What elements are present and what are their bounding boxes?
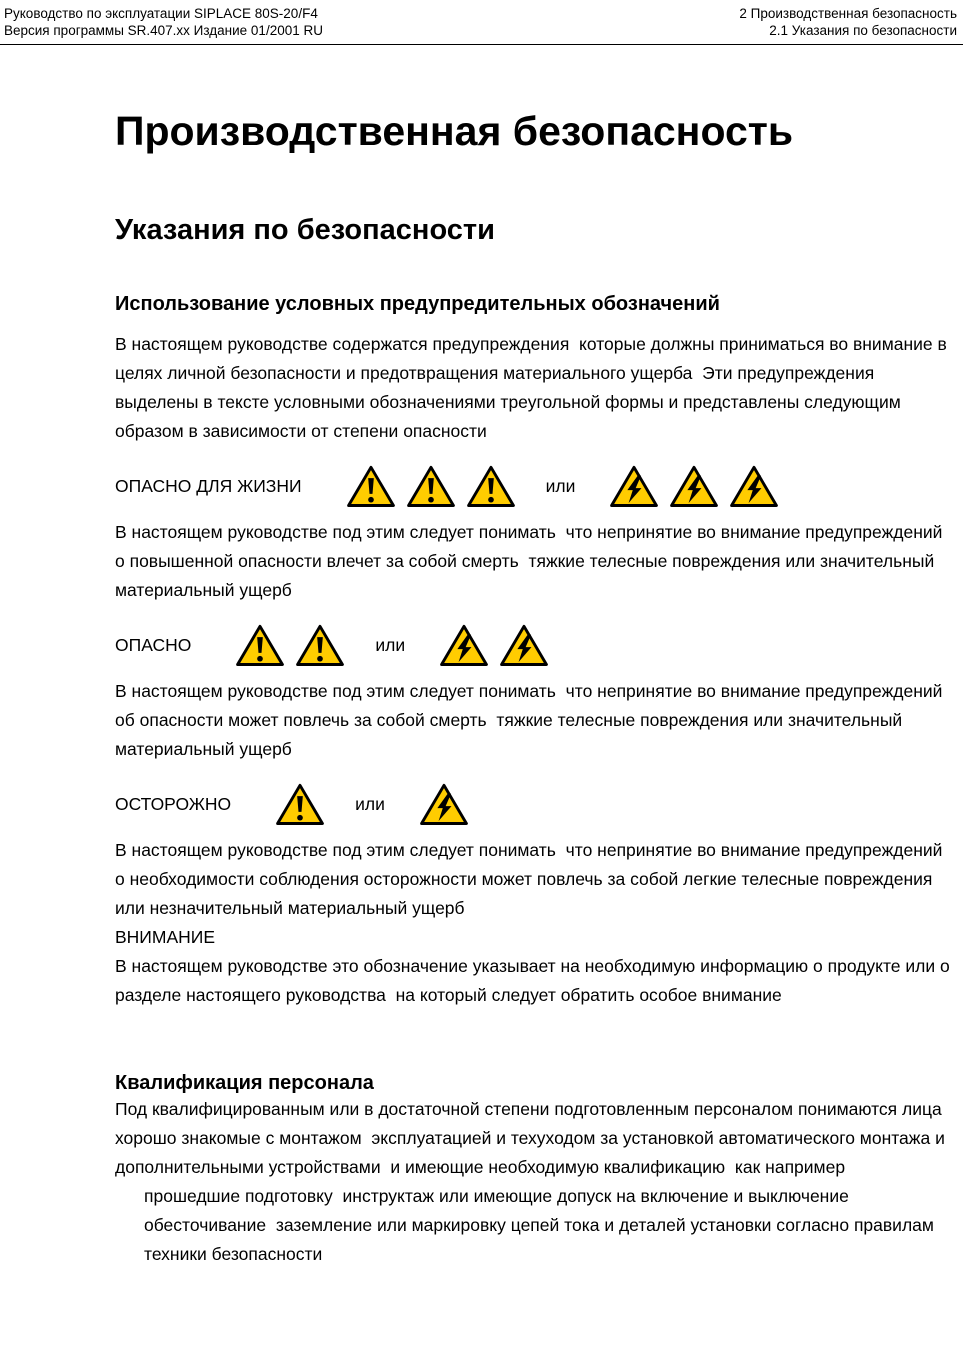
header-left (4, 5, 323, 39)
signal-label: ОПАСНО ДЛЯ ЖИЗНИ (115, 475, 302, 496)
qualification-heading: Квалификация персонала (115, 1072, 374, 1095)
header-divider (0, 44, 963, 45)
page-title: Производственная безопасность (115, 108, 794, 154)
danger-signal-row (115, 462, 951, 510)
warning-triangle-lightning-icon (609, 464, 659, 508)
header-right (739, 5, 957, 39)
or-label: или (545, 475, 576, 496)
warning-triangle-lightning-icon (419, 782, 469, 826)
signal-description: В настоящем руководстве под этим следует понимать что непринятие во внимание предупреждений о повышенной опасности влечет за собой смерть тяжкие телесные повреждения или значительный материальный ущерб (115, 522, 948, 601)
signal-description: В настоящем руководстве под этим следует понимать что непринятие во внимание предупреждений об опасности может повлечь за собой смерть тяжкие телесные повреждения или значительный материальный ущерб (115, 681, 948, 760)
notice-label: ВНИМАНИЕ (115, 927, 216, 948)
danger-signal-row (115, 780, 951, 828)
warning-triangle-exclamation-icon (466, 464, 516, 508)
page-content (0, 109, 963, 1269)
header-section: 2.1 Указания по безопасности (769, 23, 957, 38)
warning-triangle-exclamation-icon (275, 782, 325, 826)
warning-triangle-exclamation-icon (235, 623, 285, 667)
danger-level-block (115, 621, 951, 764)
warning-lightning-icon-group (419, 782, 469, 826)
warning-lightning-icon-group (439, 623, 549, 667)
qualification-intro-paragraph: Под квалифицированным или в достаточной степени подготовленным персоналом понимаются лица хорошо знакомые с монтажом эксплуатацией и техуходом за установкой автоматического монтажа и дополнительными устройствами и имеющие необходимую квалификацию как например (115, 1099, 952, 1178)
warning-exclamation-icon-group (235, 623, 345, 667)
warning-triangle-lightning-icon (499, 623, 549, 667)
warning-triangle-lightning-icon (439, 623, 489, 667)
warning-triangle-exclamation-icon (406, 464, 456, 508)
warning-triangle-exclamation-icon (346, 464, 396, 508)
warning-triangle-lightning-icon (729, 464, 779, 508)
signal-description: В настоящем руководстве под этим следует понимать что непринятие во внимание предупреждений о необходимости соблюдения осторожности может повлечь за собой легкие телесные повреждения или незначительный материальный ущерб (115, 840, 948, 919)
warning-triangle-lightning-icon (669, 464, 719, 508)
notice-description: В настоящем руководстве это обозначение указывает на необходимую информацию о продукте или о разделе настоящего руководства на который следует обратить особое внимание (115, 956, 955, 1006)
header-chapter: 2 Производственная безопасность (739, 6, 957, 21)
danger-signal-row (115, 621, 951, 669)
header-doc-title: Руководство по эксплуатации SIPLACE 80S-20/F4 (4, 6, 318, 21)
header-doc-version: Версия программы SR.407.xx Издание 01/2001 RU (4, 23, 323, 38)
warning-exclamation-icon-group (275, 782, 325, 826)
signal-label: ОПАСНО (115, 634, 192, 655)
section-title: Указания по безопасности (115, 214, 495, 247)
or-label: или (355, 793, 385, 814)
page-header (0, 0, 963, 39)
warning-exclamation-icon-group (346, 464, 516, 508)
or-label: или (375, 634, 406, 655)
qualification-list-item: прошедшие подготовку инструктаж или имеющие допуск на включение и выключение обесточивание заземление или маркировку цепей тока и деталей установки согласно правилам техники безопасности (144, 1186, 939, 1265)
danger-level-block (115, 462, 951, 605)
warning-triangle-exclamation-icon (295, 623, 345, 667)
warning-lightning-icon-group (609, 464, 779, 508)
danger-level-block (115, 780, 951, 923)
symbols-intro-paragraph: В настоящем руководстве содержатся предупреждения которые должны приниматься во внимание в целях личной безопасности и предотвращения материального ущерба Эти предупреждения выделены в тексте условными обозначениями треугольной формы и представлены следующим образом в зависимости от степени опасности (115, 334, 952, 442)
signal-label: ОСТОРОЖНО (115, 793, 232, 814)
symbols-heading: Использование условных предупредительных обозначений (115, 293, 720, 316)
